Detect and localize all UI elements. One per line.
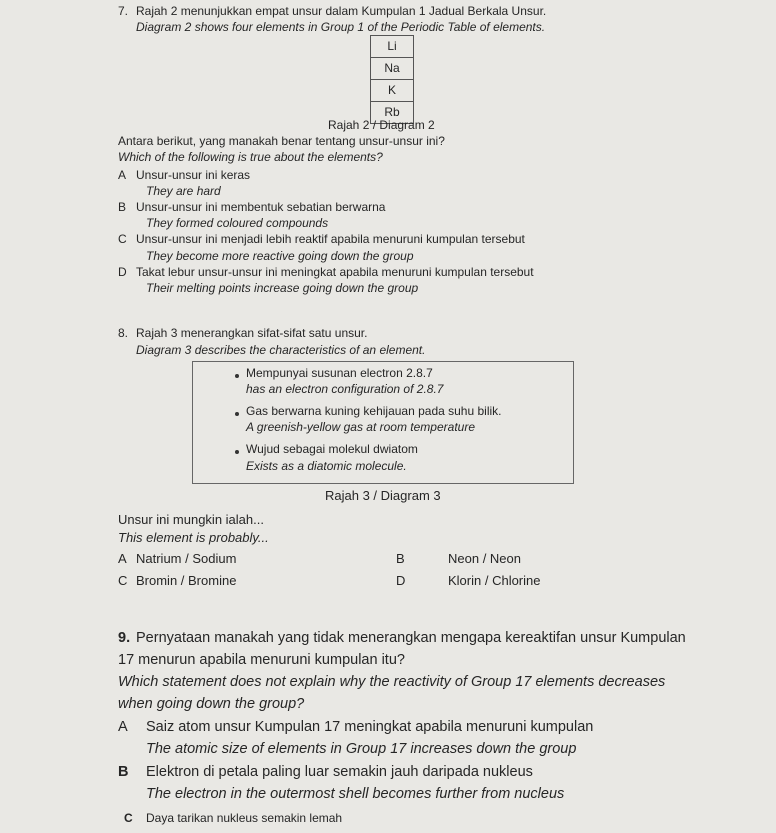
option-letter: C <box>118 232 127 246</box>
bullet-icon <box>235 412 239 416</box>
option-letter: A <box>118 719 128 735</box>
question-stem-en: Diagram 2 shows four elements in Group 1 of the Periodic Table of elements. <box>136 20 546 34</box>
question-number: 7. <box>118 4 129 18</box>
option-b-en: The electron in the outermost shell becomes further from nucleus <box>146 786 565 802</box>
question-ms: Unsur ini mungkin ialah... <box>118 512 264 527</box>
question-stem-ms: Rajah 2 menunjukkan empat unsur dalam Kumpulan 1 Jadual Berkala Unsur. <box>136 4 547 18</box>
question-ms: Antara berikut, yang manakah benar tentang unsur-unsur ini? <box>118 134 445 148</box>
bullet-icon <box>235 450 239 454</box>
characteristic-en: A greenish-yellow gas at room temperature <box>246 420 475 434</box>
option-a-en: The atomic size of elements in Group 17 increases down the group <box>146 741 577 757</box>
option-c-ms: Unsur-unsur ini menjadi lebih reaktif apabila menuruni kumpulan tersebut <box>136 232 525 246</box>
option-c-text: Bromin / Bromine <box>136 573 237 588</box>
element-cell: Rb <box>384 105 400 119</box>
option-letter: D <box>118 265 127 279</box>
option-a-ms: Unsur-unsur ini keras <box>136 168 251 182</box>
element-cell: Li <box>371 36 413 58</box>
element-characteristics-box <box>192 361 574 484</box>
option-letter: B <box>396 551 405 566</box>
option-b-ms: Elektron di petala paling luar semakin jauh daripada nukleus <box>146 764 533 780</box>
option-letter: B <box>118 764 129 780</box>
group-1-element-table <box>370 35 414 124</box>
option-a-text: Natrium / Sodium <box>136 551 237 566</box>
option-c-en: They become more reactive going down the group <box>146 249 414 263</box>
option-a-ms: Saiz atom unsur Kumpulan 17 meningkat apabila menuruni kumpulan <box>146 719 594 735</box>
option-letter: A <box>118 551 127 566</box>
question-en: Which of the following is true about the elements? <box>118 150 383 164</box>
option-d-text: Klorin / Chlorine <box>448 573 541 588</box>
characteristic-ms: Gas berwarna kuning kehijauan pada suhu bilik. <box>246 404 502 418</box>
option-b-ms: Unsur-unsur ini membentuk sebatian berwarna <box>136 200 386 214</box>
option-b-en: They formed coloured compounds <box>146 216 329 230</box>
diagram-caption: Rajah 2 / Diagram 2 <box>328 118 435 132</box>
option-letter: B <box>118 200 127 214</box>
question-stem-ms: Pernyataan manakah yang tidak menerangkan mengapa kereaktifan unsur Kumpulan <box>136 630 686 646</box>
option-letter: D <box>396 573 406 588</box>
question-stem-ms: Rajah 3 menerangkan sifat-sifat satu unsur. <box>136 326 368 340</box>
element-cell: K <box>371 80 413 102</box>
option-a-en: They are hard <box>146 184 221 198</box>
question-number: 8. <box>118 326 129 340</box>
bullet-icon <box>235 374 239 378</box>
element-cell: Na <box>371 58 413 80</box>
option-letter: C <box>118 573 128 588</box>
option-c-ms: Daya tarikan nukleus semakin lemah <box>146 811 343 825</box>
characteristic-en: Exists as a diatomic molecule. <box>246 459 407 473</box>
characteristic-ms: Wujud sebagai molekul dwiatom <box>246 442 418 456</box>
characteristic-en: has an electron configuration of 2.8.7 <box>246 382 444 396</box>
question-stem-en: when going down the group? <box>118 696 305 712</box>
option-letter: A <box>118 168 127 182</box>
question-stem-ms: 17 menurun apabila menuruni kumpulan itu? <box>118 652 405 668</box>
option-d-en: Their melting points increase going down the group <box>146 281 419 295</box>
option-d-ms: Takat lebur unsur-unsur ini meningkat apabila menuruni kumpulan tersebut <box>136 265 534 279</box>
characteristic-ms: Mempunyai susunan electron 2.8.7 <box>246 366 433 380</box>
question-stem-en: Which statement does not explain why the reactivity of Group 17 elements decreases <box>118 674 666 690</box>
diagram-caption: Rajah 3 / Diagram 3 <box>325 488 441 503</box>
question-number: 9. <box>118 630 131 646</box>
option-b-text: Neon / Neon <box>448 551 521 566</box>
question-stem-en: Diagram 3 describes the characteristics of an element. <box>136 343 426 357</box>
option-letter: C <box>124 811 133 825</box>
question-en: This element is probably... <box>118 530 269 545</box>
